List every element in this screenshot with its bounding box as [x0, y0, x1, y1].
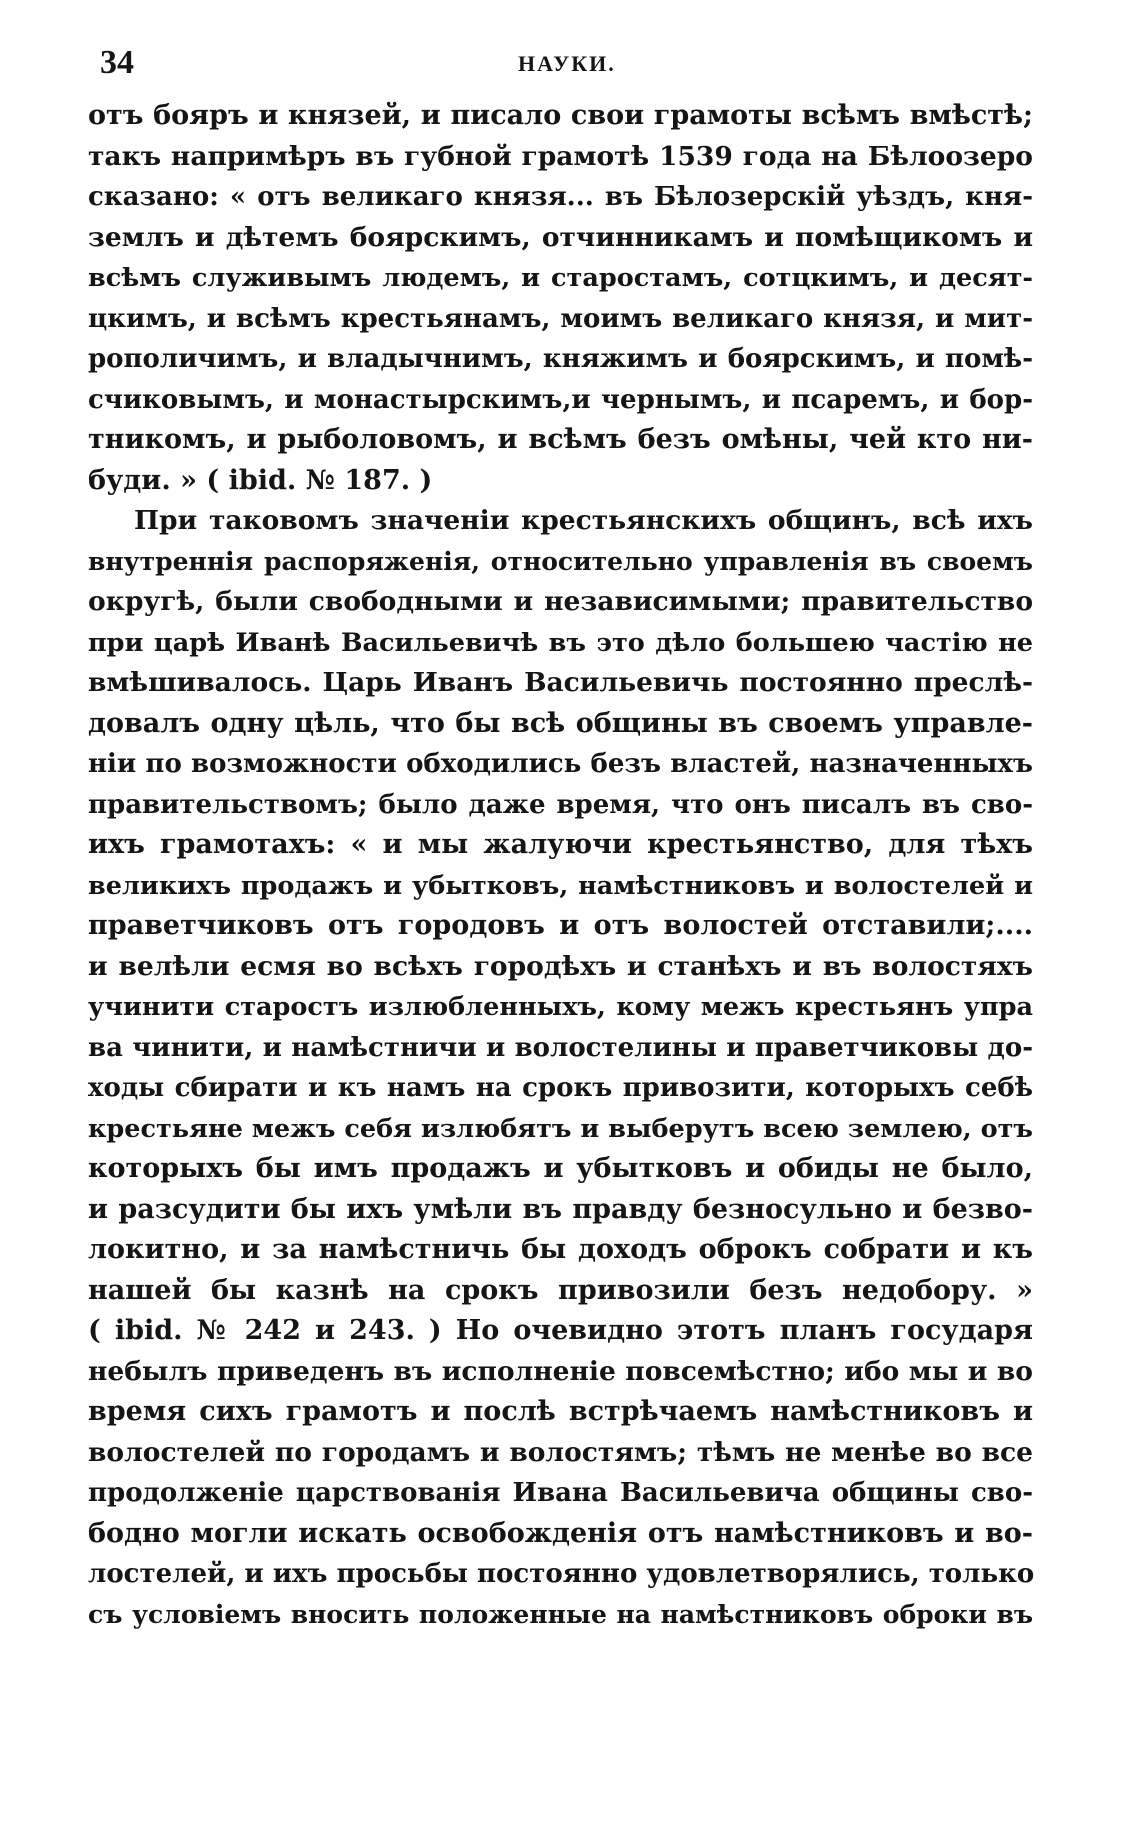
text-line: учинити старостъ излюбленныхъ, кому межъ крестьянъ упра — [88, 992, 1033, 1022]
text-line: великихъ продажъ и убытковъ, намѣстниковъ и волостелей и — [88, 870, 1033, 901]
text-line: съ условіемъ вносить положенные на намѣстниковъ оброки въ — [88, 1599, 1033, 1629]
text-line: землъ и дѣтемъ боярскимъ, отчинникамъ и помѣщикомъ и — [88, 221, 1033, 253]
text-line: бодно могли искать освобожденія отъ намѣстниковъ и во- — [88, 1517, 1033, 1549]
text-line: цкимъ, и всѣмъ крестьянамъ, моимъ великаго князя, и мит- — [88, 303, 1033, 334]
text-line: тникомъ, и рыболовомъ, и всѣмъ безъ омѣны, чей кто ни- — [88, 424, 1033, 455]
body-text — [88, 96, 1033, 1635]
text-line: ва чинити, и намѣстничи и волостелины и праветчиковы до- — [88, 1032, 1033, 1063]
text-line: рополичимъ, и владычнимъ, княжимъ и боярскимъ, и помѣ- — [88, 344, 1033, 374]
text-line: округѣ, были свободными и независимыми; правительство — [88, 586, 1033, 617]
running-head — [88, 38, 1033, 88]
text-line: ніи по возможности обходились безъ властей, назначенныхъ — [88, 749, 1033, 779]
text-line: крестьяне межъ себя излюбятъ и выберутъ всею землею, отъ — [88, 1113, 1033, 1144]
text-line: волостелей по городамъ и волостямъ; тѣмъ не менѣе во все — [88, 1436, 1033, 1468]
text-line: нашей бы казнѣ на срокъ привозили безъ недобору. » — [88, 1274, 1033, 1306]
text-line: которыхъ бы имъ продажъ и убытковъ и обиды не было, — [88, 1153, 1033, 1184]
text-line: и велѣли есмя во всѣхъ городѣхъ и станѣхъ и въ волостяхъ — [88, 950, 1033, 982]
text-line: праветчиковъ отъ городовъ и отъ волостей отставили;.... — [88, 910, 1033, 941]
text-line: всѣмъ служивымъ людемъ, и старостамъ, сотцкимъ, и десят- — [88, 263, 1033, 293]
text-line: и разсудити бы ихъ умѣли въ правду безносульно и безво- — [88, 1193, 1033, 1225]
text-line: счиковымъ, и монастырскимъ,и чернымъ, и псаремъ, и бор- — [88, 384, 1033, 415]
text-line: время сихъ грамотъ и послѣ встрѣчаемъ намѣстниковъ и — [88, 1396, 1033, 1427]
text-line: внутреннія распоряженія, относительно управленія въ своемъ — [88, 546, 1033, 576]
text-line: такъ напримѣръ въ губной грамотѣ 1539 года на Бѣлоозеро — [88, 140, 1033, 172]
text-line: правительствомъ; было даже время, что онъ писалъ въ сво- — [88, 789, 1033, 820]
text-line: довалъ одну цѣль, что бы всѣ общины въ своемъ управле- — [88, 707, 1033, 739]
text-line: ихъ грамотахъ: « и мы жалуючи крестьянство, для тѣхъ — [88, 829, 1033, 860]
text-line: при царѣ Иванѣ Васильевичѣ въ это дѣло большею частію не — [88, 627, 1033, 658]
text-line: сказано: « отъ великаго князя... въ Бѣлозерскій уѣздъ, кня- — [88, 182, 1033, 212]
text-line: ходы сбирати и къ намъ на срокъ привозити, которыхъ себѣ — [88, 1073, 1033, 1103]
text-line: ( ibid. № 242 и 243. ) Но очевидно этотъ планъ государя — [88, 1315, 1033, 1346]
text-line: вмѣшивалось. Царь Иванъ Васильевичь постоянно преслѣ- — [88, 667, 1033, 698]
section-title: НАУКИ. — [518, 51, 616, 76]
text-line: небылъ приведенъ въ исполненіе повсемѣстно; ибо мы и во — [88, 1355, 1033, 1387]
text-line: продолженіе царствованія Ивана Васильевича общины сво- — [88, 1478, 1033, 1508]
text-line: локитно, и за намѣстничь бы доходъ оброкъ собрати и къ — [88, 1234, 1033, 1265]
text-line: лостелей, и ихъ просьбы постоянно удовлетворялись, только — [88, 1559, 1035, 1589]
text-line: отъ бояръ и князей, и писало свои грамоты всѣмъ вмѣстѣ; — [88, 100, 1033, 131]
page-number: 34 — [100, 44, 134, 81]
paragraph-start-line: При таковомъ значеніи крестьянскихъ общинъ, всѣ ихъ — [134, 505, 1033, 536]
text-line: буди. » ( ibid. № 187. ) — [88, 464, 433, 496]
